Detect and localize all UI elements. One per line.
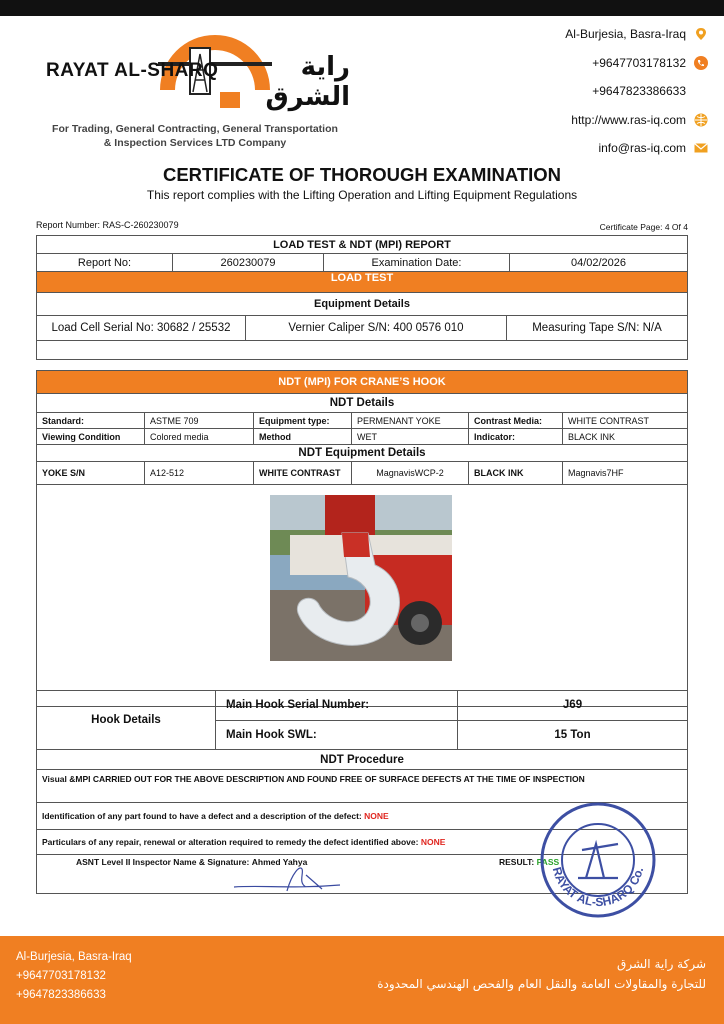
- hook-serial-value: J69: [458, 691, 688, 721]
- ndt-banner: NDT (MPI) FOR CRANE’S HOOK: [37, 371, 688, 394]
- contact-website[interactable]: [565, 106, 708, 135]
- footer-phone-1[interactable]: +9647703178132: [16, 970, 106, 982]
- indicator-value: BLACK INK: [563, 429, 688, 445]
- ndt-equipment-heading: NDT Equipment Details: [37, 445, 688, 462]
- certificate-page: Certificate Page: 4 Of 4: [599, 222, 688, 232]
- contact-phone-2[interactable]: [565, 77, 708, 106]
- contact-address: [565, 20, 708, 49]
- inspector-label: ASNT Level II Inspector Name & Signature:: [76, 857, 250, 867]
- phone-icon: [694, 56, 708, 70]
- footer-arabic: [377, 954, 706, 994]
- load-cell-serial: Load Cell Serial No: 30682 / 25532: [37, 316, 246, 340]
- website-text: http://www.ras-iq.com: [571, 112, 686, 127]
- yoke-value: A12-512: [145, 462, 254, 485]
- globe-icon: [694, 113, 708, 127]
- defect-question: Identification of any part found to have a defect and a description of the defect:: [42, 811, 362, 821]
- report-number: Report Number: RAS-C-260230079: [36, 220, 179, 230]
- company-logo: [40, 22, 350, 132]
- stamp-text: RAYAT AL-SHARQ Co.: [549, 865, 647, 910]
- report-no-value: 260230079: [173, 254, 324, 272]
- vernier-caliper-serial: Vernier Caliper S/N: 400 0576 010: [246, 316, 507, 340]
- mail-icon: [694, 141, 708, 155]
- crane-hook-photo: [270, 495, 452, 661]
- contact-block: [565, 20, 708, 163]
- method-value: WET: [352, 429, 469, 445]
- black-ink-value: Magnavis7HF: [563, 462, 688, 485]
- hook-swl-label: Main Hook SWL:: [216, 720, 458, 750]
- inspector-name: Ahmed Yahya: [251, 857, 308, 867]
- repair-answer: NONE: [420, 837, 446, 847]
- company-tagline: [40, 122, 350, 150]
- load-test-banner: LOAD TEST: [37, 272, 688, 293]
- contact-email[interactable]: [565, 134, 708, 163]
- top-bar: [0, 0, 724, 16]
- contrast-media-label: Contrast Media:: [469, 413, 563, 429]
- svg-text:RAYAT AL-SHARQ Co.: [550, 865, 646, 909]
- document-title: CERTIFICATE OF THOROUGH EXAMINATION: [162, 164, 562, 185]
- repair-question: Particulars of any repair, renewal or alteration required to remedy the defect identified above:: [42, 837, 419, 847]
- standard-label: Standard:: [37, 413, 145, 429]
- address-text: Al-Burjesia, Basra-Iraq: [565, 27, 686, 42]
- ndt-procedure-text: Visual &MPI CARRIED OUT FOR THE ABOVE DESCRIPTION AND FOUND FREE OF SURFACE DEFECTS AT THE TIME OF INSPECTION: [37, 770, 688, 803]
- viewing-condition-label: Viewing Condition: [37, 429, 145, 445]
- indicator-label: Indicator:: [469, 429, 563, 445]
- contact-phone-1[interactable]: [565, 49, 708, 78]
- equipment-type-label: Equipment type:: [254, 413, 352, 429]
- result-value: PASS: [536, 857, 560, 867]
- ndt-procedure-heading: NDT Procedure: [37, 750, 688, 770]
- phone-2-text: +9647823386633: [592, 84, 686, 99]
- defect-answer: NONE: [364, 811, 389, 821]
- footer-arabic-line-1: شركة راية الشرق: [617, 957, 706, 971]
- hook-details-label: Hook Details: [37, 691, 216, 750]
- footer-arabic-line-2: للتجارة والمقاولات العامة والنقل العام والفحص الهندسي المحدودة: [377, 977, 706, 991]
- logo-text-en: RAYAT AL-SHARQ: [46, 60, 219, 81]
- exam-date-value: 04/02/2026: [510, 254, 688, 272]
- footer: [0, 936, 724, 1024]
- footer-address: Al-Burjesia, Basra-Iraq: [16, 951, 132, 963]
- yoke-label: YOKE S/N: [37, 462, 145, 485]
- white-contrast-label: WHITE CONTRAST: [254, 462, 352, 485]
- inspector-signature: [232, 863, 352, 893]
- hook-swl-value: 15 Ton: [458, 720, 688, 750]
- report-no-label: Report No:: [37, 254, 173, 272]
- load-test-table: [36, 235, 688, 360]
- logo-text-ar: راية الشرق: [265, 52, 350, 112]
- exam-date-label: Examination Date:: [324, 254, 510, 272]
- document-subtitle: This report complies with the Lifting Operation and Lifting Equipment Regulations: [146, 188, 578, 202]
- footer-contact: [16, 948, 132, 1005]
- email-text: info@ras-iq.com: [598, 141, 686, 156]
- viewing-condition-value: Colored media: [145, 429, 254, 445]
- contrast-media-value: WHITE CONTRAST: [563, 413, 688, 429]
- method-label: Method: [254, 429, 352, 445]
- equipment-details-heading: Equipment Details: [37, 293, 688, 316]
- tagline-line-2: & Inspection Services LTD Company: [103, 137, 287, 149]
- ndt-details-heading: NDT Details: [37, 394, 688, 413]
- tagline-line-1: For Trading, General Contracting, General Transportation: [52, 123, 338, 135]
- ndt-table: [36, 370, 688, 707]
- standard-value: ASTME 709: [145, 413, 254, 429]
- black-ink-label: BLACK INK: [469, 462, 563, 485]
- phone-1-text: +9647703178132: [592, 55, 686, 70]
- equipment-row: [37, 316, 687, 340]
- white-contrast-value: MagnavisWCP-2: [352, 462, 469, 485]
- report-heading: LOAD TEST & NDT (MPI) REPORT: [37, 236, 688, 254]
- measuring-tape-serial: Measuring Tape S/N: N/A: [532, 322, 662, 334]
- equipment-type-value: PERMENANT YOKE: [352, 413, 469, 429]
- hook-serial-label: Main Hook Serial Number:: [216, 691, 458, 721]
- company-stamp: [538, 800, 658, 920]
- location-pin-icon: [694, 27, 708, 41]
- result-label: RESULT:: [499, 857, 535, 867]
- footer-phone-2[interactable]: +9647823386633: [16, 989, 106, 1001]
